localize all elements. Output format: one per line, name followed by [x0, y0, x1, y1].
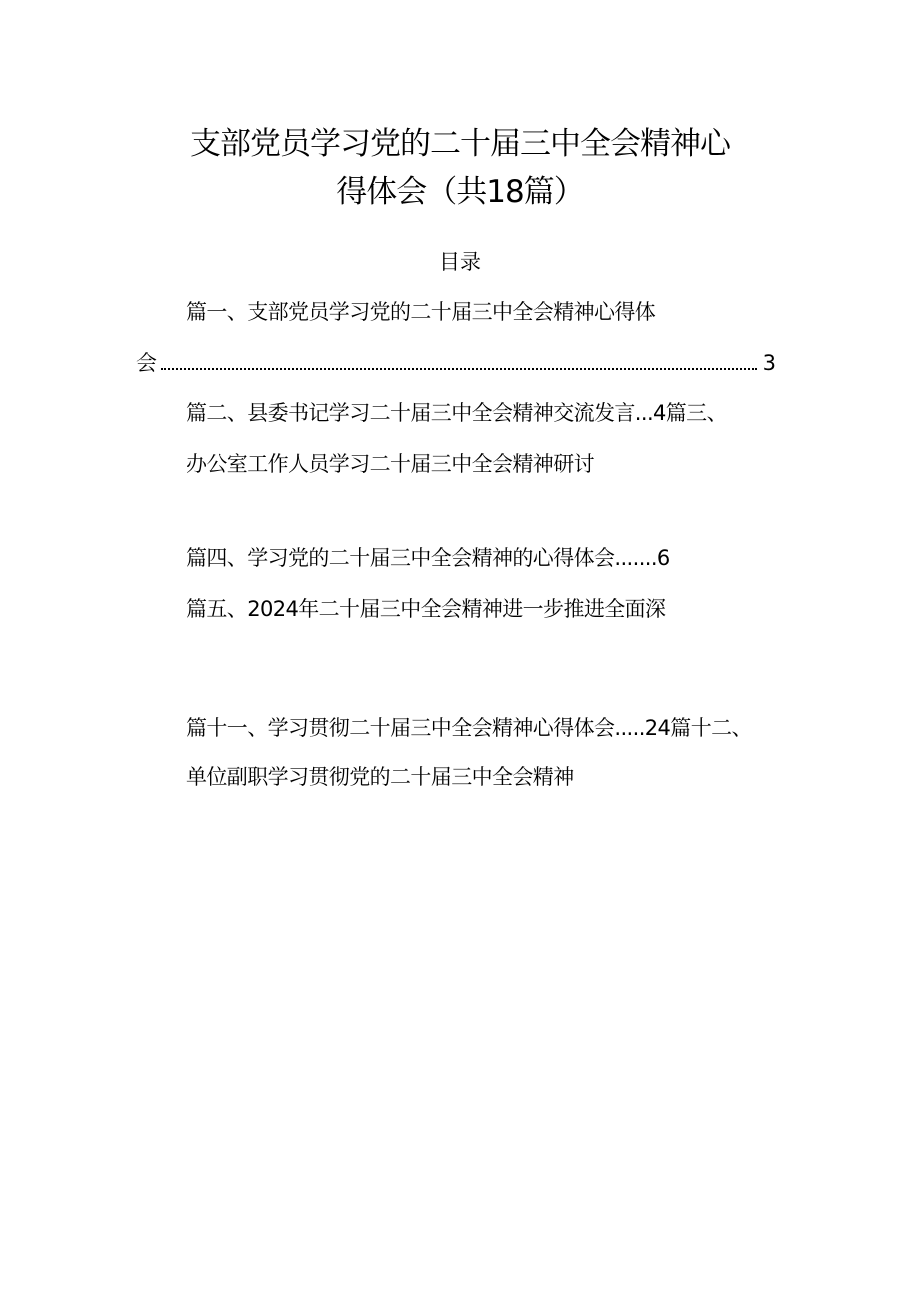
- toc-entry-2: 篇二、县委书记学习二十届三中全会精神交流发言...4篇三、: [186, 401, 727, 425]
- toc-heading: 目录: [439, 250, 481, 274]
- toc-entry-3: 办公室工作人员学习二十届三中全会精神研讨: [186, 452, 594, 476]
- toc-entry-1-continuation: 会: [136, 351, 157, 375]
- toc-entry-12: 单位副职学习贯彻党的二十届三中全会精神: [186, 765, 574, 789]
- toc-entry-1-page: 3: [762, 351, 776, 375]
- toc-entry-1-line-2: [136, 349, 776, 377]
- toc-entry-4: 篇四、学习党的二十届三中全会精神的心得体会.......6: [186, 546, 670, 570]
- toc-entry-5: 篇五、2024年二十届三中全会精神进一步推进全面深: [186, 597, 666, 621]
- toc-entry-1-line-1: 篇一、支部党员学习党的二十届三中全会精神心得体: [186, 300, 656, 324]
- document-title-line-2: 得体会（共18篇）: [336, 174, 584, 210]
- document-title-line-1: 支部党员学习党的二十届三中全会精神心: [190, 126, 730, 162]
- toc-entry-11: 篇十一、学习贯彻二十届三中全会精神心得体会.....24篇十二、: [186, 716, 752, 740]
- toc-dot-leader: [161, 368, 757, 370]
